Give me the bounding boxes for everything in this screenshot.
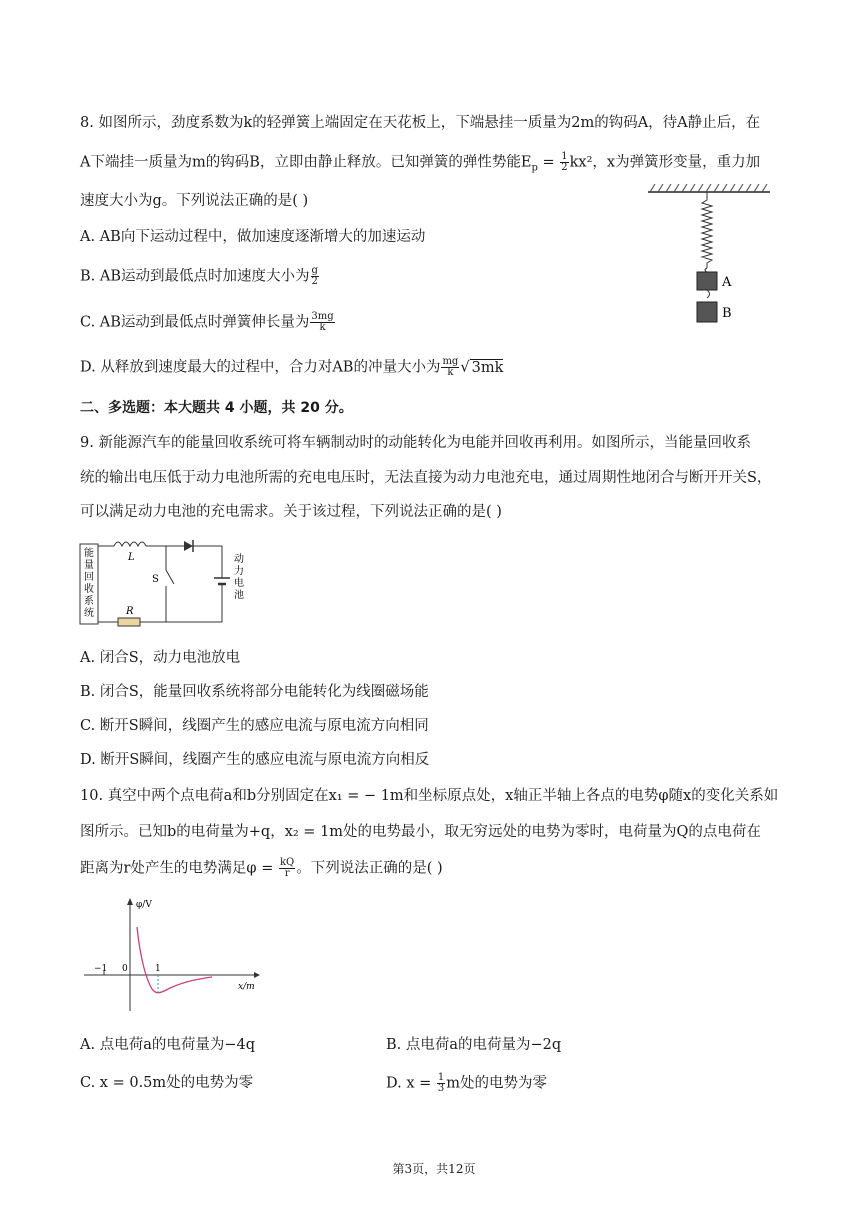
y-axis-label: φ/V <box>136 900 152 910</box>
q8-c-num: 3mg <box>311 311 334 322</box>
q8-line2-b: = <box>537 154 560 171</box>
q8-frac-den: 2 <box>561 162 568 173</box>
q8-option-b-fraction <box>311 266 319 287</box>
hook-b <box>707 290 710 298</box>
label-s: S <box>152 574 159 585</box>
hook-a <box>705 268 707 272</box>
q10-potential-fraction <box>279 858 295 879</box>
q10-frac-num: kQ <box>279 857 295 868</box>
q8-line1: 8. 如图所示，劲度系数为k的轻弹簧上端固定在天花板上，下端悬挂一质量为2m的钩码A，待A静止后，在 <box>80 115 761 131</box>
label-block-a: A <box>722 275 732 290</box>
label-l: L <box>128 552 135 563</box>
q8-b-den: 2 <box>311 276 318 287</box>
q9-option-b: B. 闭合S，能量回收系统将部分电能转化为线圈磁场能 <box>80 684 429 700</box>
q8-line2-a: A下端挂一质量为m的钩码B，立即由静止释放。已知弹簧的弹性势能E <box>80 154 532 171</box>
q10-line3 <box>80 858 443 879</box>
tick-0: 0 <box>122 964 128 974</box>
q8-line3: 速度大小为g。下列说法正确的是( ) <box>80 193 309 209</box>
resistor-r <box>118 618 140 626</box>
switch-s <box>166 570 174 584</box>
q10-line1: 10. 真空中两个点电荷a和b分别固定在x₁ = − 1m和坐标原点处，x轴正半轴上各点的电势φ随x的变化关系如 <box>80 788 779 804</box>
page-footer: 第3页，共12页 <box>392 1162 476 1176</box>
q10-line3-a: 距离为r处产生的电势满足φ = <box>80 860 278 877</box>
q8-option-d-text: D. 从释放到速度最大的过程中，合力对AB的冲量大小为 <box>80 359 441 376</box>
q9-line1: 9. 新能源汽车的能量回收系统可将车辆制动时的动能转化为电能并回收再利用。如图所示，当能量回收系 <box>80 435 751 451</box>
q8-option-d-fraction <box>441 357 459 378</box>
q8-option-a: A. AB向下运动过程中，做加速度逐渐增大的加速运动 <box>80 229 426 245</box>
q8-option-c-text: C. AB运动到最低点时弹簧伸长量为 <box>80 314 310 331</box>
q8-option-c <box>80 312 336 333</box>
label-r: R <box>126 606 134 617</box>
q10-option-d-a: D. x = <box>386 1075 436 1092</box>
energy-recovery-label: 能量回收系统 <box>84 548 94 619</box>
sqrt-symbol: √ <box>460 359 470 376</box>
q8-energy-fraction <box>560 152 568 173</box>
inductor-coil <box>114 542 146 546</box>
q8-frac-num: 1 <box>561 151 568 162</box>
spring-coil <box>702 192 712 268</box>
q8-d-den: k <box>447 367 454 378</box>
spring-figure <box>640 180 780 330</box>
tick-1: 1 <box>155 964 161 974</box>
q9-option-c: C. 断开S瞬间，线圈产生的感应电流与原电流方向相同 <box>80 718 429 734</box>
q8-b-num: g <box>311 265 318 276</box>
diode-symbol <box>184 541 193 551</box>
q8-line2 <box>80 152 760 178</box>
q10-frac-den: r <box>284 868 290 879</box>
q8-option-d <box>80 357 503 378</box>
q10-option-d <box>386 1073 547 1094</box>
q8-option-b <box>80 266 320 287</box>
q10-option-d-b: m处的电势为零 <box>446 1075 547 1092</box>
q10-option-b: B. 点电荷a的电荷量为−2q <box>386 1037 562 1053</box>
q10-d-num: 1 <box>437 1072 445 1083</box>
potential-graph <box>78 893 268 1013</box>
q9-option-d: D. 断开S瞬间，线圈产生的感应电流与原电流方向相反 <box>80 752 430 768</box>
q9-line2: 统的输出电压低于动力电池所需的充电电压时，无法直接为动力电池充电，通过周期性地闭合与断开开关S， <box>80 470 772 486</box>
circuit-figure <box>74 534 254 634</box>
q8-option-b-text: B. AB运动到最低点时加速度大小为 <box>80 268 310 285</box>
q8-c-den: k <box>319 322 326 333</box>
q8-d-sqrt: 3mk <box>471 359 504 376</box>
potential-curve <box>137 927 212 993</box>
section-heading: 二、多选题：本大题共 4 小题，共 20 分。 <box>80 400 353 416</box>
ceiling-hatching <box>650 184 767 192</box>
block-b <box>697 302 717 322</box>
q10-line3-b: 。下列说法正确的是( ) <box>296 860 443 877</box>
q10-option-c: C. x = 0.5m处的电势为零 <box>80 1075 254 1091</box>
q8-line2-c: kx²，x为弹簧形变量，重力加 <box>569 154 761 171</box>
label-block-b: B <box>722 306 732 321</box>
q10-d-den: 3 <box>437 1083 445 1094</box>
q10-option-a: A. 点电荷a的电荷量为−4q <box>80 1037 255 1053</box>
q8-option-c-fraction <box>310 312 334 333</box>
q8-line2-sub: p <box>531 162 538 174</box>
q8-d-num: mg <box>442 356 459 367</box>
q9-option-a: A. 闭合S，动力电池放电 <box>80 650 241 666</box>
battery-label <box>234 552 244 601</box>
q10-option-d-fraction <box>437 1073 445 1094</box>
x-axis-label: x/m <box>238 982 255 992</box>
q9-line3: 可以满足动力电池的充电需求。关于该过程，下列说法正确的是( ) <box>80 504 502 520</box>
tick-neg1: −1 <box>94 964 108 974</box>
q10-line2: 图所示。已知b的电荷量为+q，x₂ = 1m处的电势最小，取无穷远处的电势为零时，电荷量为Q的点电荷在 <box>80 824 761 840</box>
block-a <box>697 272 717 290</box>
svg-text:动力电池: 动力电池 <box>234 554 244 601</box>
